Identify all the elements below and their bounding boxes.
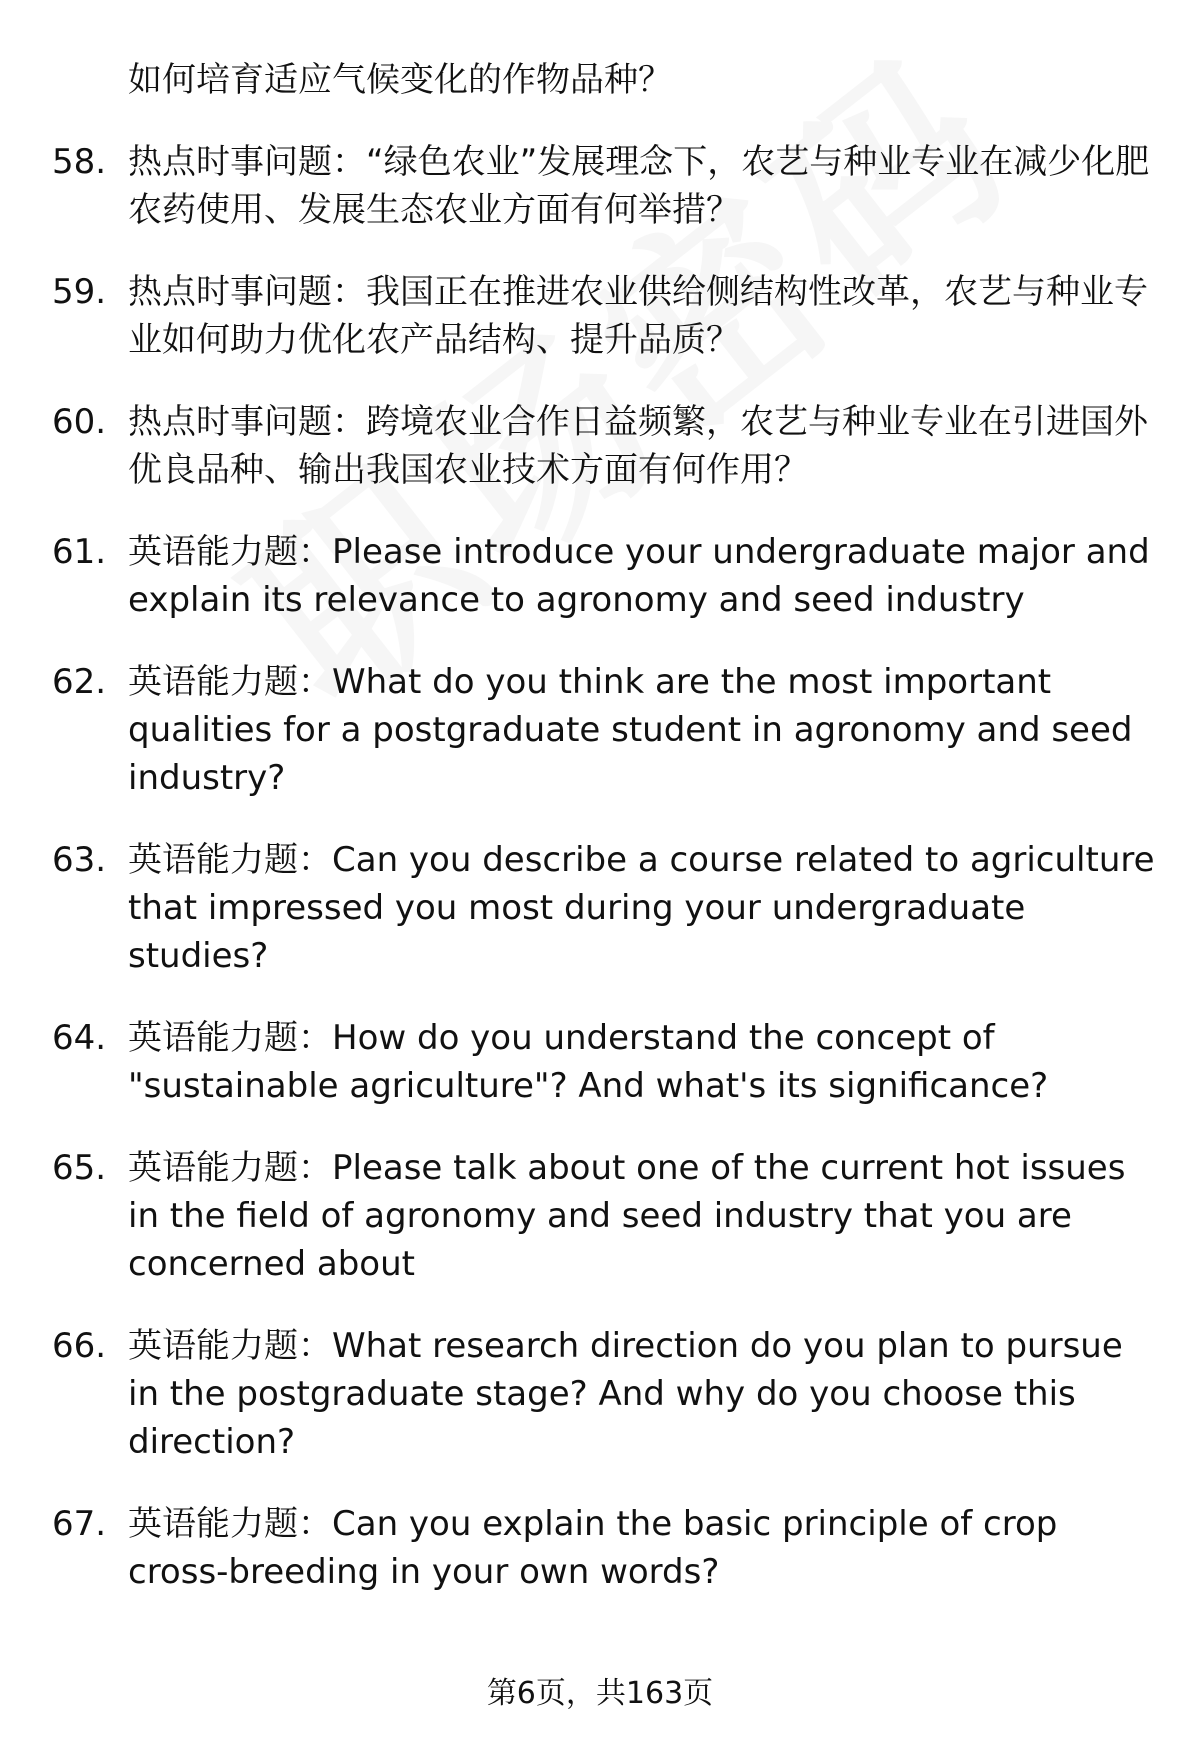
list-item [0, 836, 1158, 980]
list-item [0, 138, 1158, 234]
item-text: 英语能力题：Can you describe a course related to agriculture that impressed you most during your undergraduate studies? [128, 840, 1155, 976]
item-text: 热点时事问题：我国正在推进农业供给侧结构性改革，农艺与种业专业如何助力优化农产品结构、提升品质？ [128, 272, 1148, 360]
item-text: 英语能力题：What do you think are the most important qualities for a postgraduate student in agronomy and seed industry? [128, 662, 1133, 798]
item-text: 英语能力题：Please talk about one of the current hot issues in the field of agronomy and seed industry that you are concerned about [128, 1148, 1126, 1284]
page-number-footer: 第6页，共163页 [486, 1676, 714, 1711]
question-list [0, 56, 1200, 1596]
list-item [0, 1322, 1158, 1466]
item-number: 61. [52, 532, 107, 572]
list-item [0, 1014, 1158, 1110]
item-text: 英语能力题：How do you understand the concept of "sustainable agriculture"? And what's its significance? [128, 1018, 1049, 1106]
item-number: 67. [52, 1504, 107, 1544]
item-text: 英语能力题：What research direction do you plan to pursue in the postgraduate stage? And why do you choose this direction? [128, 1326, 1123, 1462]
item-number: 64. [52, 1018, 107, 1058]
item-text: 英语能力题：Can you explain the basic principle of crop cross-breeding in your own words? [128, 1504, 1058, 1592]
item-number: 66. [52, 1326, 107, 1366]
continuation-text: 如何培育适应气候变化的作物品种？ [128, 60, 672, 100]
list-item [0, 1144, 1158, 1288]
item-text: 英语能力题：Please introduce your undergraduate major and explain its relevance to agronomy and seed industry [128, 532, 1150, 620]
item-number: 58. [52, 142, 107, 182]
list-item [0, 268, 1158, 364]
item-text: 热点时事问题：“绿色农业”发展理念下，农艺与种业专业在减少化肥农药使用、发展生态农业方面有何举措？ [128, 142, 1150, 230]
item-text: 热点时事问题：跨境农业合作日益频繁，农艺与种业专业在引进国外优良品种、输出我国农业技术方面有何作用？ [128, 402, 1148, 490]
item-number: 59. [52, 272, 107, 312]
list-item [0, 658, 1158, 802]
list-item [0, 1500, 1158, 1596]
list-item [0, 528, 1158, 624]
list-item [0, 398, 1158, 494]
item-number: 60. [52, 402, 107, 442]
item-number: 62. [52, 662, 107, 702]
item-number: 65. [52, 1148, 107, 1188]
item-number: 63. [52, 840, 107, 880]
